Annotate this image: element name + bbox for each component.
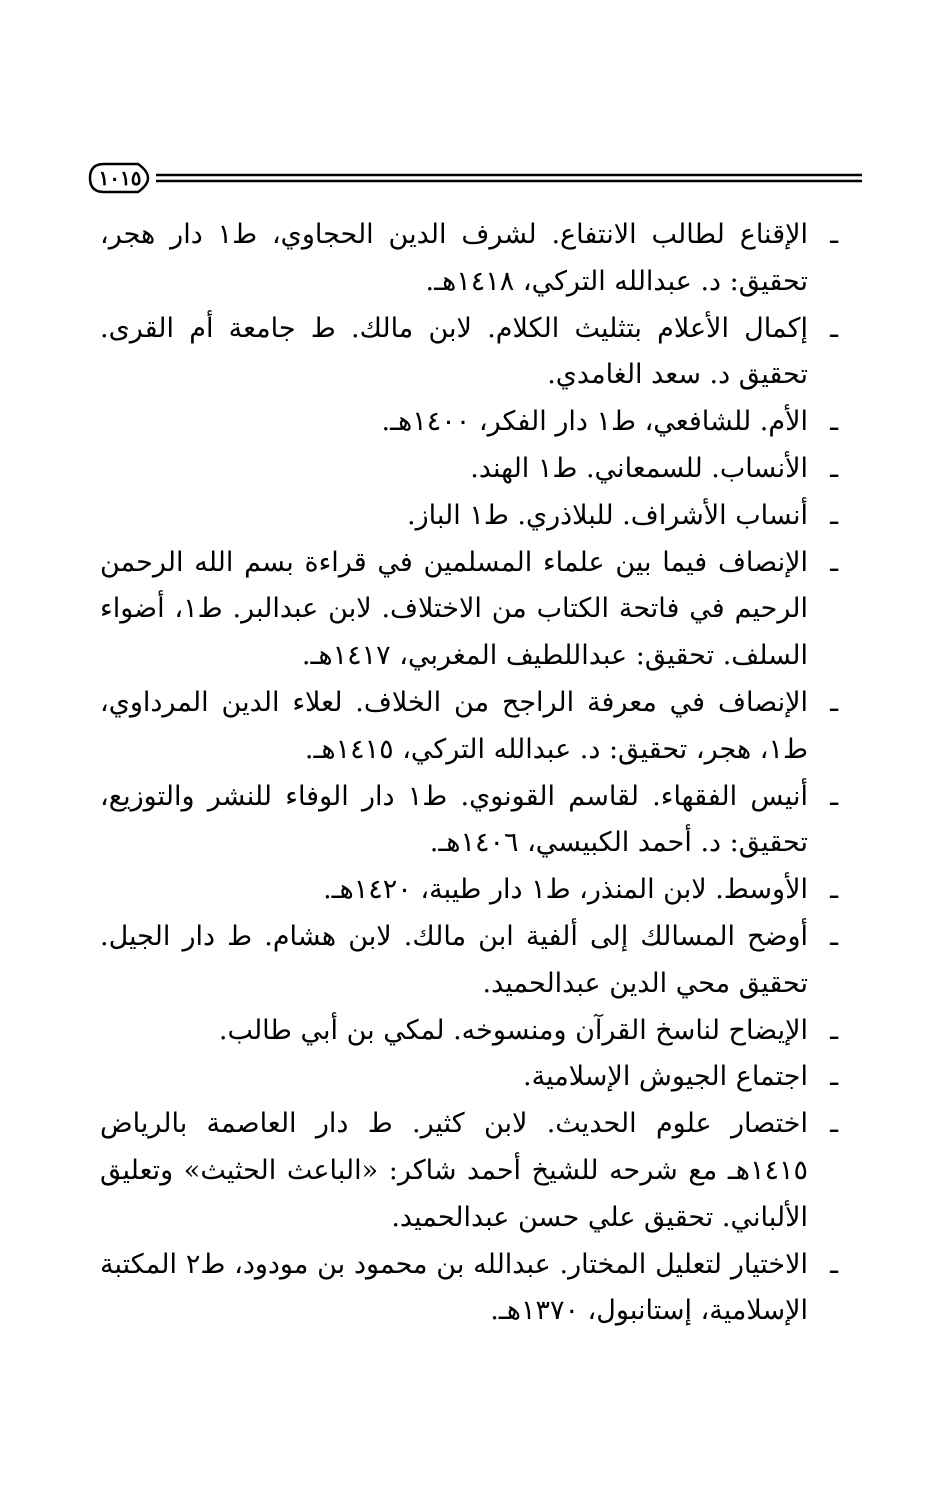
- bibliography-list: [100, 212, 838, 1335]
- bibliography-entry: [100, 446, 838, 493]
- bibliography-entry: [100, 1242, 838, 1336]
- entry-text: اختصار علوم الحديث. لابن كثير. ط دار العاصمة بالرياض ١٤١٥هـ مع شرحه للشيخ أحمد شاكر: «الباعث الحثيث» وتعليق الألباني. تحقيق علي حسن عبدالحميد.: [100, 1108, 808, 1233]
- entry-dash: ـ: [830, 406, 838, 438]
- entry-text: أوضح المسالك إلى ألفية ابن مالك. لابن هشام. ط دار الجيل. تحقيق محي الدين عبدالحميد.: [100, 920, 808, 999]
- bibliography-entry: [100, 1008, 838, 1055]
- bibliography-entry: [100, 212, 838, 306]
- entry-dash: ـ: [830, 452, 838, 484]
- bibliography-entry: [100, 680, 838, 774]
- bibliography-entry: [100, 1054, 838, 1101]
- header-rule: [86, 158, 862, 198]
- entry-text: الاختيار لتعليل المختار. عبدالله بن محمود بن مودود، ط٢ المكتبة الإسلامية، إستانبول، ١٣٧٠هـ.: [100, 1248, 808, 1327]
- entry-dash: ـ: [830, 874, 838, 906]
- entry-text: الإنصاف فيما بين علماء المسلمين في قراءة بسم الله الرحمن الرحيم في فاتحة الكتاب من الاختلاف. لابن عبدالبر. ط١، أضواء السلف. تحقيق: عبداللطيف المغربي، ١٤١٧هـ.: [100, 546, 808, 672]
- entry-dash: ـ: [830, 1061, 838, 1093]
- entry-text: أنساب الأشراف. للبلاذري. ط١ الباز.: [407, 499, 808, 531]
- entry-text: الإقناع لطالب الانتفاع. لشرف الدين الحجاوي، ط١ دار هجر، تحقيق: د. عبدالله التركي، ١٤١٨هـ.: [100, 219, 808, 297]
- entry-text: الإيضاح لناسخ القرآن ومنسوخه. لمكي بن أبي طالب.: [218, 1014, 808, 1046]
- bibliography-entry: [100, 540, 838, 680]
- entry-dash: ـ: [830, 1014, 838, 1046]
- page-header: [86, 158, 862, 198]
- entry-text: الأوسط. لابن المنذر، ط١ دار طيبة، ١٤٢٠هـ.: [323, 874, 808, 906]
- entry-text: الإنصاف في معرفة الراجح من الخلاف. لعلاء الدين المرداوي، ط١، هجر، تحقيق: د. عبدالله التركي، ١٤١٥هـ.: [100, 686, 808, 765]
- bibliography-entry: [100, 914, 838, 1008]
- entry-dash: ـ: [830, 920, 838, 952]
- entry-dash: ـ: [830, 1248, 838, 1280]
- bibliography-entry: [100, 306, 838, 400]
- entry-dash: ـ: [830, 1108, 838, 1140]
- entry-dash: ـ: [830, 312, 838, 344]
- entry-dash: ـ: [830, 499, 838, 531]
- page-number: ١٠١٥: [98, 166, 142, 190]
- bibliography-entry: [100, 774, 838, 868]
- entry-dash: ـ: [830, 780, 838, 812]
- entry-text: الأنساب. للسمعاني. ط١ الهند.: [470, 452, 808, 484]
- entry-dash: ـ: [830, 546, 838, 578]
- entry-dash: ـ: [830, 686, 838, 718]
- entry-text: إكمال الأعلام بتثليث الكلام. لابن مالك. ط جامعة أم القرى. تحقيق د. سعد الغامدي.: [100, 312, 808, 391]
- entry-text: أنيس الفقهاء. لقاسم القونوي. ط١ دار الوفاء للنشر والتوزيع، تحقيق: د. أحمد الكبيسي، ١٤٠٦هـ.: [100, 780, 808, 859]
- entry-text: اجتماع الجيوش الإسلامية.: [523, 1061, 808, 1093]
- entry-dash: ـ: [830, 219, 838, 250]
- bibliography-entry: [100, 493, 838, 540]
- entry-text: الأم. للشافعي، ط١ دار الفكر، ١٤٠٠هـ.: [381, 406, 808, 438]
- bibliography-entry: [100, 867, 838, 914]
- bibliography-entry: [100, 1101, 838, 1241]
- bibliography-entry: [100, 399, 838, 446]
